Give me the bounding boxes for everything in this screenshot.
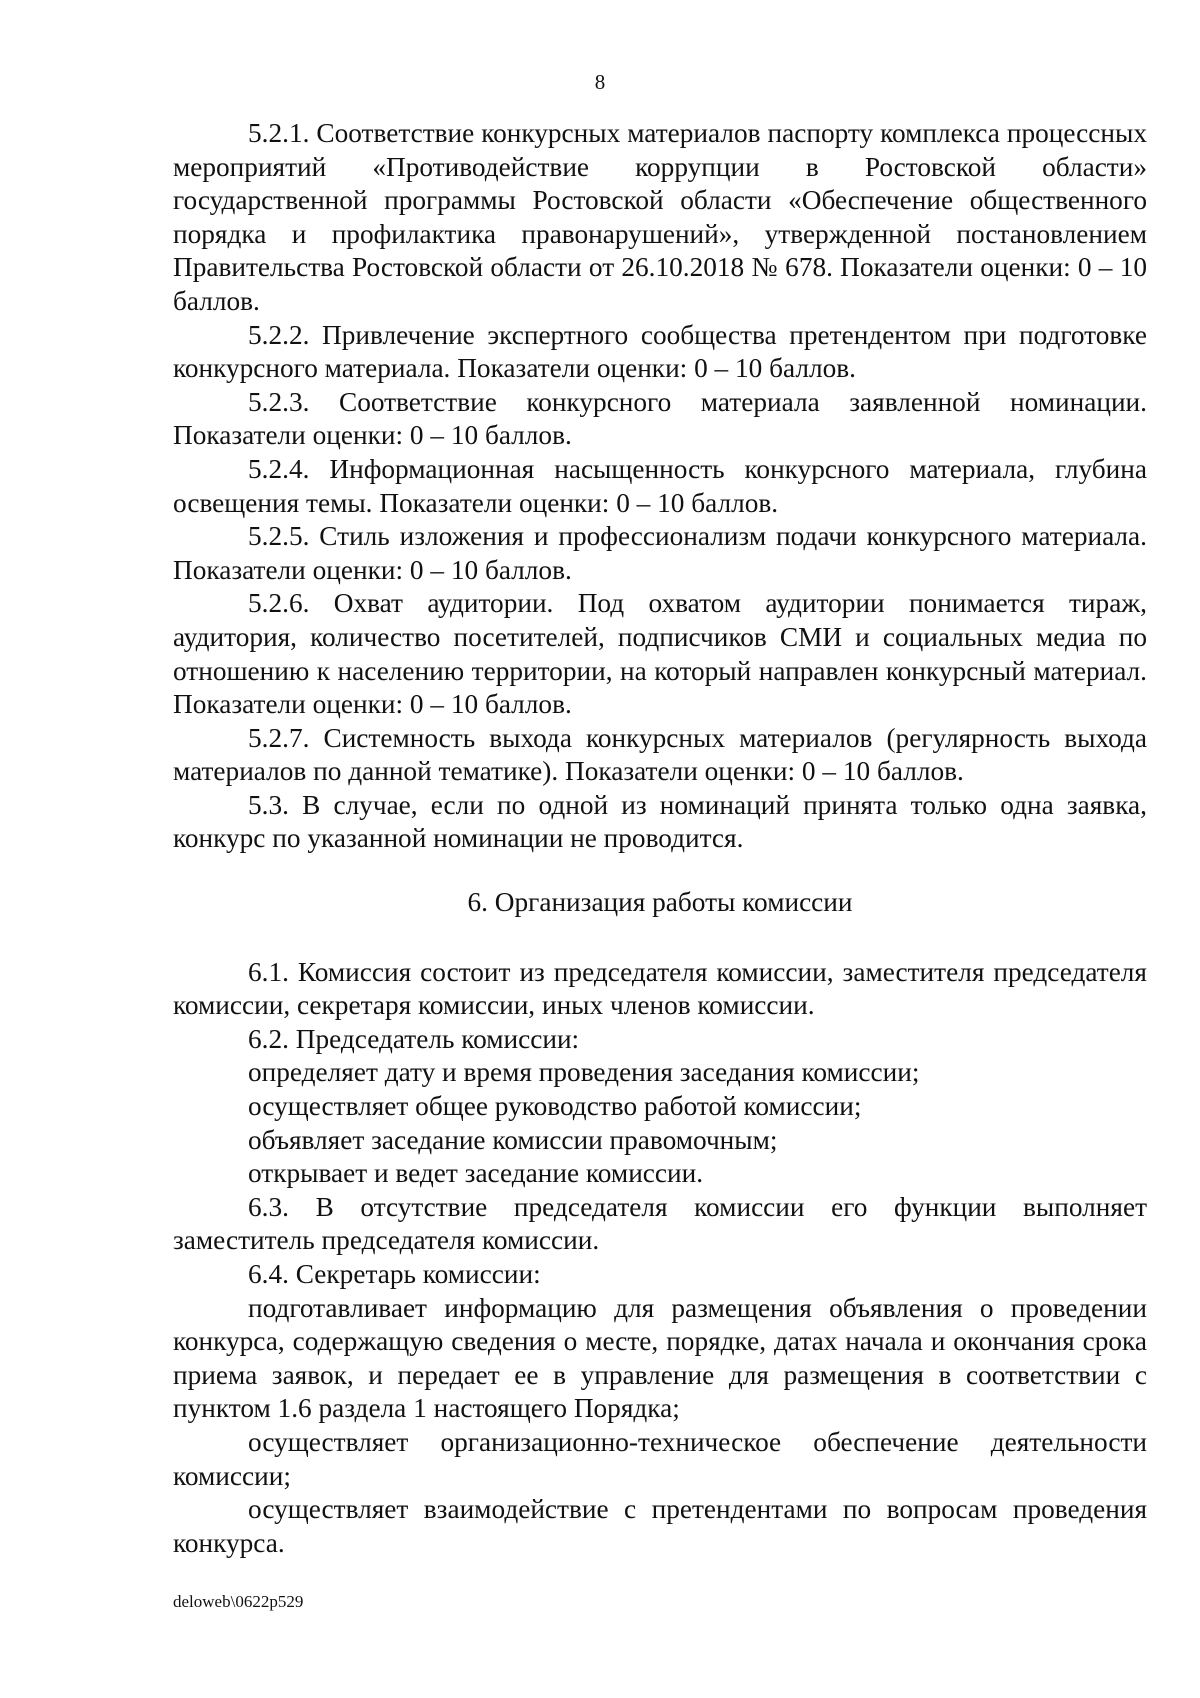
paragraph-5-2-5: 5.2.5. Стиль изложения и профессионализм подачи конкурсного материала. Показатели оценки: 0 – 10 баллов.: [173, 521, 1147, 585]
paragraph-6-4: 6.4. Секретарь комиссии:: [248, 1259, 541, 1289]
chairman-duty-1: определяет дату и время проведения заседания комиссии;: [248, 1057, 920, 1088]
chairman-duty-3: объявляет заседание комиссии правомочным;: [248, 1124, 778, 1155]
paragraph-5-2-7: 5.2.7. Системность выхода конкурсных материалов (регулярность выхода материалов по данной тематике). Показатели оценки: 0 – 10 баллов.: [173, 722, 1147, 787]
secretary-duty-3: осуществляет взаимодействие с претендентами по вопросам проведения конкурса.: [173, 1494, 1147, 1558]
document-body: [173, 117, 1147, 1560]
paragraph-6-2: 6.2. Председатель комиссии:: [248, 1023, 580, 1054]
paragraph-5-2-2: 5.2.2. Привлечение экспертного сообщества претендентом при подготовке конкурсного материала. Показатели оценки: 0 – 10 баллов.: [173, 319, 1147, 384]
page-number: 8: [594, 70, 606, 94]
section-heading: 6. Организация работы комиссии: [467, 887, 853, 918]
paragraph-5-2-3: 5.2.3. Соответствие конкурсного материала заявленной номинации. Показатели оценки: 0 – 10 баллов.: [173, 386, 1147, 451]
paragraph-5-3: 5.3. В случае, если по одной из номинаций принята только одна заявка, конкурс по указанной номинации не проводится.: [173, 789, 1147, 854]
chairman-duty-4: открывает и ведет заседание комиссии.: [248, 1158, 704, 1189]
paragraph-5-2-4: 5.2.4. Информационная насыщенность конкурсного материала, глубина освещения темы. Показатели оценки: 0 – 10 баллов.: [173, 453, 1147, 518]
paragraph-5-2-1: 5.2.1. Соответствие конкурсных материалов паспорту комплекса процессных мероприятий «Противодействие коррупции в Ростовской области» государственной программы Ростовской области «Обеспечение общественного порядка и профилактика правонарушений», утвержденной постановлением Правительства Ростовской области от 26.10.2018 № 678. Показатели оценки: 0 – 10 баллов.: [173, 118, 1147, 316]
secretary-duty-2: осуществляет организационно-техническое обеспечение деятельности комиссии;: [173, 1426, 1147, 1491]
chairman-duty-2: осуществляет общее руководство работой комиссии;: [248, 1091, 862, 1122]
paragraph-6-1: 6.1. Комиссия состоит из председателя комиссии, заместителя председателя комиссии, секретаря комиссии, иных членов комиссии.: [173, 956, 1147, 1021]
paragraph-6-3: 6.3. В отсутствие председателя комиссии его функции выполняет заместитель председателя комиссии.: [173, 1191, 1147, 1256]
secretary-duty-1: подготавливает информацию для размещения объявления о проведении конкурса, содержащую сведения о месте, порядке, датах начала и окончания срока приема заявок, и передает ее в управление для размещения в соответствии с пунктом 1.6 раздела 1 настоящего Порядка;: [173, 1292, 1147, 1424]
paragraph-5-2-6: 5.2.6. Охват аудитории. Под охватом аудитории понимается тираж, аудитория, количество посетителей, подписчиков СМИ и социальных медиа по отношению к населению территории, на который направлен конкурсный материал. Показатели оценки: 0 – 10 баллов.: [173, 588, 1147, 720]
document-footer-code: deloweb\0622p529: [173, 1592, 304, 1611]
